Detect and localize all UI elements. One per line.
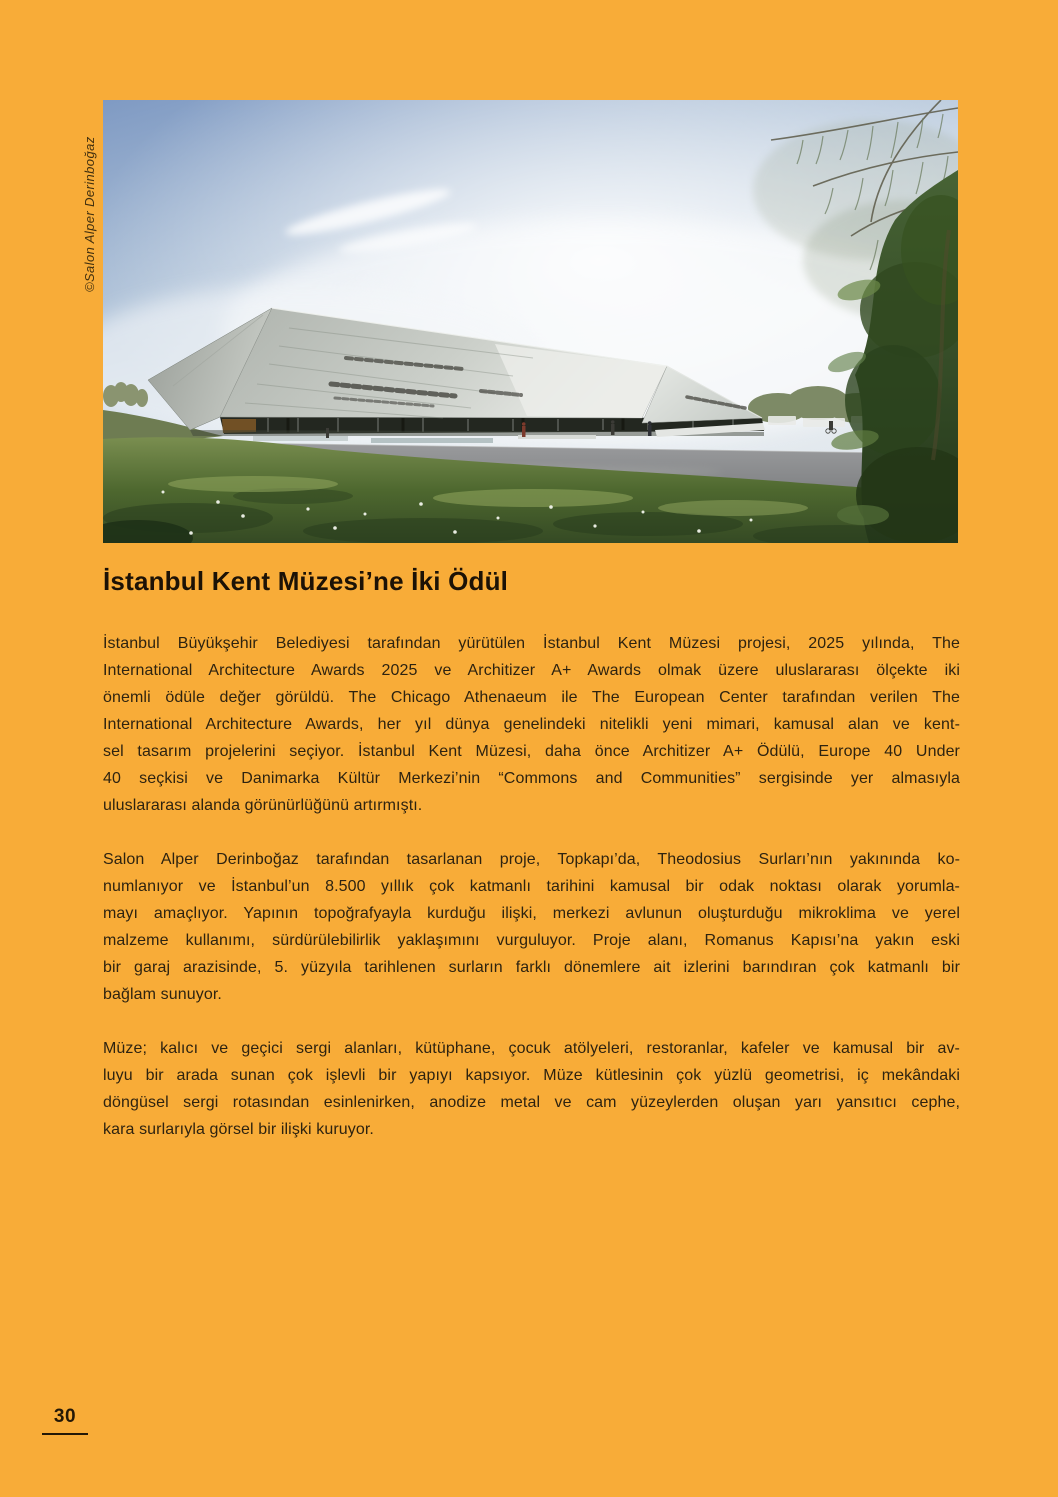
text-line: döngüsel sergi rotasından esinlenirken, anodize metal ve cam yüzeylerden oluşan yarı yansıtıcı cephe, [103,1094,960,1111]
article-paragraph [103,630,960,819]
text-line: kara surlarıyla görsel bir ilişki kuruyor. [103,1121,374,1138]
text-line: Salon Alper Derinboğaz tarafından tasarlanan proje, Topkapı’da, Theodosius Surları’nın yakınında ko- [103,851,960,868]
bench [371,438,493,443]
text-line: bir garaj arazisinde, 5. yüzyıla tarihlenen surların farklı dönemlere ait izlerini barındıran çok katmanlı bir [103,959,960,976]
text-line: malzeme kullanımı, sürdürülebilirlik yaklaşımını vurguluyor. Proje alanı, Romanus Kapısı’na yakın eski [103,932,960,949]
building-photo-illustration [103,100,958,543]
article-title: İstanbul Kent Müzesi’ne İki Ödül [103,566,509,596]
text-line: sel tasarım projelerini seçiyor. İstanbul Kent Müzesi, daha önce Architizer A+ Ödülü, Europe 40 Under [103,743,960,760]
article-body [103,630,960,1170]
building-photo [103,100,958,543]
article-paragraph [103,846,960,1008]
bench [518,435,596,439]
page-footer [42,1406,88,1435]
page-number-rule [42,1433,88,1435]
text-line: uluslararası alanda görünürlüğünü artırmıştı. [103,797,423,814]
text-line: luyu bir arada sunan çok işlevli bir yapıyı kapsıyor. Müze kütlesinin çok yüzlü geometrisi, iç mekândaki [103,1067,960,1084]
text-line: International Architecture Awards, her yıl dünya genelindeki nitelikli yeni mimari, kamusal alan ve kent- [103,716,960,733]
text-line: mayı amaçlıyor. Yapının topoğrafyayla kurduğu ilişki, merkezi avlunun oluşturduğu mikroklima ve yerel [103,905,960,922]
article-paragraph [103,1035,960,1143]
bench [253,436,348,441]
text-line: Müze; kalıcı ve geçici sergi alanları, kütüphane, çocuk atölyeleri, restoranlar, kafeler ve kamusal bir av- [103,1040,960,1057]
text-line: numlanıyor ve İstanbul’un 8.500 yıllık çok katmanlı tarihini kamusal bir odak noktası olarak yorumla- [103,878,960,895]
text-line: bağlam sunuyor. [103,986,222,1003]
page-number: 30 [53,1406,77,1427]
text-line: 40 seçkisi ve Danimarka Kültür Merkezi’nin “Commons and Communities” sergisinde yer almasıyla [103,770,960,787]
text-line: International Architecture Awards 2025 ve Architizer A+ Awards olmak üzere uluslararası ölçekte iki [103,662,960,679]
text-line: önemli ödüle değer görüldü. The Chicago Athenaeum ile The European Center tarafından verilen The [103,689,960,706]
text-line: İstanbul Büyükşehir Belediyesi tarafından yürütülen İstanbul Kent Müzesi projesi, 2025 yılında, The [103,635,960,652]
photo-credit-text: ©Salon Alper Derinboğaz [82,136,97,292]
